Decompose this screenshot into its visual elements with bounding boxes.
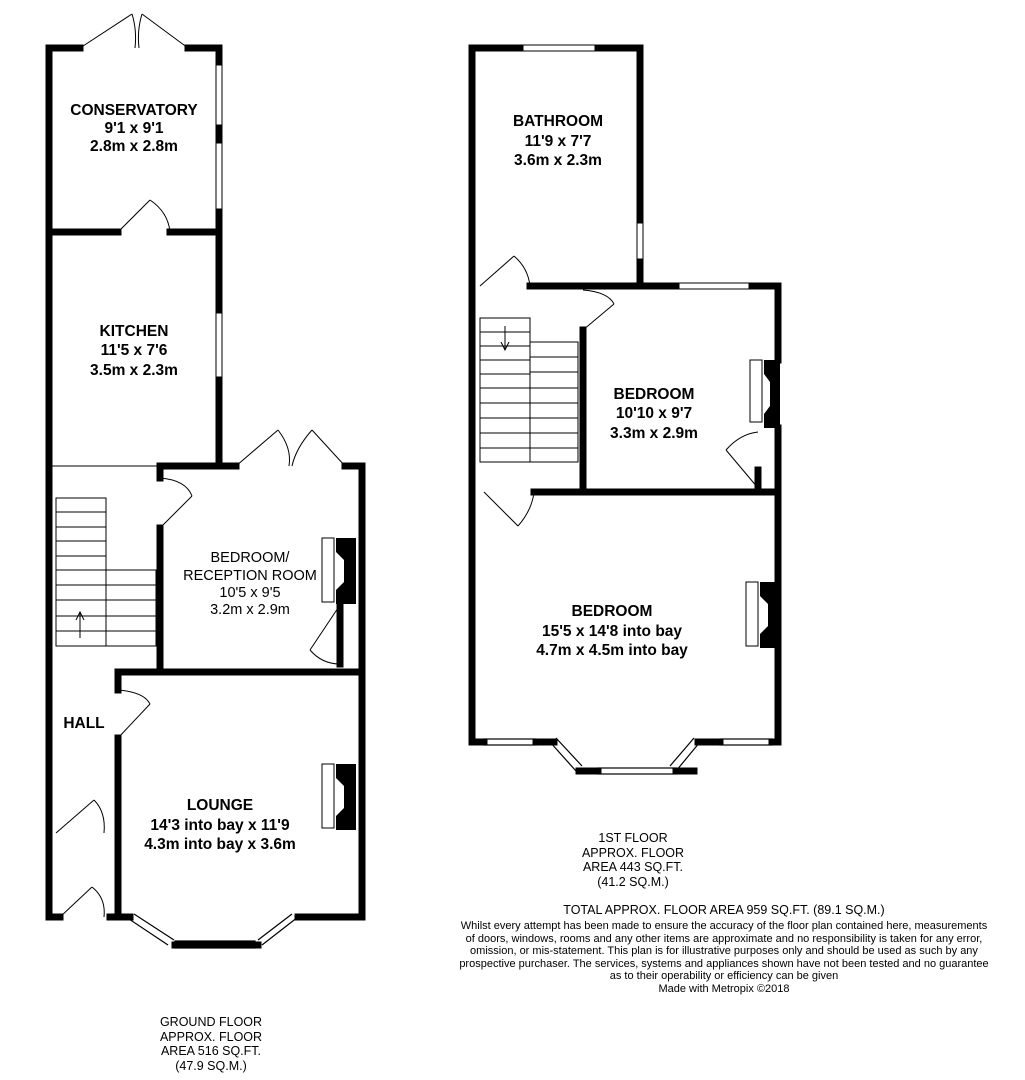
large-bedroom-bay-window — [484, 738, 772, 774]
first-floor-labels — [513, 113, 698, 659]
kitchen-name: KITCHEN — [99, 323, 169, 340]
lounge-metric: 4.3m into bay x 3.6m — [144, 836, 296, 853]
ground-floor-caption-line: GROUND FLOOR — [159, 1015, 263, 1029]
first-floor-caption-line: 1ST FLOOR — [598, 831, 668, 845]
small-bedroom-closet-door — [726, 432, 758, 488]
small-bedroom-door — [583, 290, 614, 330]
large-bedroom-imperial: 15'5 x 14'8 into bay — [541, 623, 683, 640]
kitchen-metric: 3.5m x 2.3m — [90, 362, 178, 379]
lounge-door — [118, 690, 150, 738]
large-bedroom-fireplace — [746, 582, 780, 648]
disclaimer-line: Whilst every attempt has been made to ensure the accuracy of the floor plan contained here, measurements — [460, 920, 988, 932]
hall-name: HALL — [63, 715, 105, 732]
disclaimer-line: omission, or mis-statement. This plan is for illustrative purposes only and should be used as such by any — [470, 945, 978, 957]
bedroom-reception-name-2: RECEPTION ROOM — [183, 568, 317, 584]
bedroom-closet-door — [310, 605, 340, 664]
bathroom-metric: 3.6m x 2.3m — [514, 152, 602, 169]
lounge-imperial: 14'3 into bay x 11'9 — [150, 817, 290, 834]
disclaimer-line: of doors, windows, rooms and any other items are approximate and no responsibility is taken for any error, — [465, 932, 983, 945]
bathroom-name: BATHROOM — [512, 113, 604, 130]
small-bedroom-metric: 3.3m x 2.9m — [610, 425, 698, 442]
small-bedroom-fireplace — [750, 360, 780, 428]
large-bedroom-name: BEDROOM — [571, 603, 653, 620]
hall-internal-door — [56, 800, 104, 833]
kitchen-window — [216, 310, 222, 380]
bathroom-side-window — [637, 220, 643, 262]
first-floor-stairs — [480, 318, 578, 462]
bedroom-reception-imperial: 10'5 x 9'5 — [219, 585, 281, 601]
disclaimer-line: prospective purchaser. The services, systems and appliances shown have not been tested and no guarantee — [459, 957, 989, 970]
small-bedroom-imperial: 10'10 x 9'7 — [615, 405, 693, 422]
ground-floor-stairs — [56, 498, 156, 646]
bedroom-reception-fireplace — [322, 538, 356, 604]
bathroom-imperial: 11'9 x 7'7 — [524, 133, 592, 150]
first-floor-caption-line: (41.2 SQ.M.) — [597, 874, 669, 889]
conservatory-name: CONSERVATORY — [70, 102, 198, 119]
ground-floor-labels — [63, 102, 317, 853]
ground-floor-caption-line: (47.9 SQ.M.) — [175, 1058, 247, 1073]
first-floor-caption-line: APPROX. FLOOR — [581, 845, 685, 860]
ground-floor-caption-line: AREA 516 SQ.FT. — [160, 1044, 262, 1058]
conservatory-metric: 2.8m x 2.8m — [90, 138, 178, 155]
bathroom-door — [480, 256, 530, 286]
conservatory-french-doors — [80, 14, 188, 48]
bedroom-reception-french-doors — [236, 430, 345, 466]
first-floor-caption — [560, 831, 706, 889]
bathroom-window — [520, 45, 598, 51]
lounge-fireplace — [322, 764, 356, 830]
bedroom-reception-name-1: BEDROOM/ — [210, 550, 290, 566]
bedroom-reception-metric: 3.2m x 2.9m — [210, 602, 290, 618]
kitchen-door — [118, 200, 170, 232]
credit: Made with Metropix ©2018 — [658, 982, 790, 995]
bedroom-reception-door — [160, 478, 192, 528]
ground-floor-caption-line: APPROX. FLOOR — [159, 1029, 263, 1044]
ground-floor-caption — [136, 1015, 286, 1073]
small-bedroom-name: BEDROOM — [613, 386, 695, 403]
small-bedroom-window — [676, 283, 752, 289]
disclaimer-line: as to their operability or efficiency can be given — [609, 970, 839, 982]
front-door — [60, 887, 104, 917]
conservatory-imperial: 9'1 x 9'1 — [104, 120, 164, 137]
lounge-name: LOUNGE — [186, 797, 254, 814]
large-bedroom-metric: 4.7m x 4.5m into bay — [536, 642, 688, 659]
total-floor-area: TOTAL APPROX. FLOOR AREA 959 SQ.FT. (89.1 SQ.M.) — [563, 903, 885, 917]
first-floor-caption-line: AREA 443 SQ.FT. — [582, 860, 684, 874]
large-bedroom-door — [484, 492, 534, 526]
disclaimer — [422, 920, 1025, 995]
kitchen-imperial: 11'5 x 7'6 — [100, 342, 168, 359]
